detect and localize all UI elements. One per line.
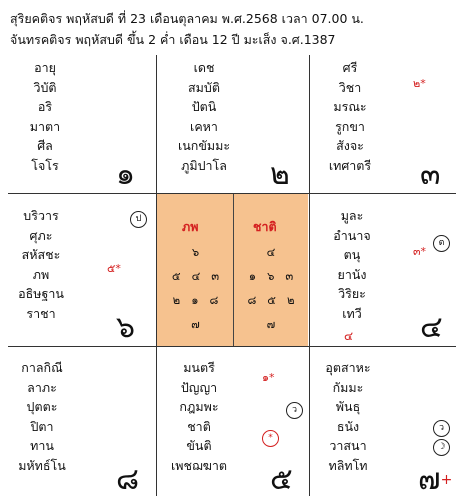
house-7-words: อุตสาหะ กัมมะ พันธุ ธนัง วาสนา ทลิทโท <box>325 360 371 473</box>
house-5-mark: ๑* <box>262 371 275 384</box>
house-2-number: ๒ <box>270 157 290 192</box>
house-8-words: กาลกิณี ลาภะ ปุตตะ ปิตา ทาน มหัทธ์โน <box>18 360 66 473</box>
chart-bottom: ๗ <box>266 317 276 331</box>
bhop-grid: ๖ ๕ ๔ ๓ ๒ ๑ ๘ ๗ <box>158 240 233 336</box>
bhop-title: ภพ <box>182 219 199 234</box>
house-7-number: ๗+ <box>418 462 453 497</box>
house-5-planet-icon: ว <box>286 402 303 419</box>
house-6-planet-icon: ป <box>130 211 147 228</box>
house-4-words: มูละ อำนาจ ตนุ ยานัง วิริยะ เทวี <box>333 208 371 321</box>
house-1-number: ๑ <box>116 157 136 192</box>
grid-line <box>309 55 310 496</box>
bhop-top: ๖ <box>191 245 200 259</box>
house-5-number: ๕ <box>270 462 293 497</box>
house-3-mark: ๒* <box>413 77 426 90</box>
house-3-number: ๓ <box>420 157 441 192</box>
bhop-bottom: ๗ <box>191 317 200 331</box>
house-3-words: ศรี วิชา มรณะ รูกขา สังจะ เทศาตรี <box>328 60 372 173</box>
house-4-number: ๔ <box>420 310 443 345</box>
solar-date-line: สุริยคติจร พฤหัสบดี ที่ 23 เดือนตุลาคม พ.ศ.2568 เวลา 07.00 น. <box>10 11 364 26</box>
house-6-number: ๖ <box>116 310 136 345</box>
house-1-words: อายุ วิบัติ อริ มาตา ศีล โจโร <box>29 60 61 173</box>
house-5-words: มนตรี ปัญญา กฎมพะ ชาติ ขันติ เพชฌฆาต <box>170 360 228 473</box>
house-7-suffix: + <box>440 472 453 488</box>
moon-icon: ☽ <box>433 439 450 456</box>
chart-top: ๔ <box>266 245 276 259</box>
house-5-red-circle-icon: * <box>262 430 279 447</box>
chart-grid: ๔ ๑ ๖ ๓ ๘ ๕ ๒ ๗ <box>234 240 308 336</box>
house-7-planet-icon: ว <box>433 420 450 437</box>
chart-title: ชาติ <box>253 219 277 234</box>
house-8-number: ๘ <box>116 462 140 497</box>
house-4-planet-icon: ต <box>433 235 450 252</box>
grid-line <box>8 346 456 347</box>
house-6-words: บริวาร ศุภะ สหัสชะ ภพ อธิษฐาน ราชา <box>18 208 64 321</box>
house-4-red-glyph: ๔ <box>344 329 354 343</box>
house-4-mark: ๓* <box>413 245 427 258</box>
lunar-date-line: จันทรคติจร พฤหัสบดี ขึ้น 2 ค่ำ เดือน 12 ปี มะเส็ง จ.ศ.1387 <box>10 32 336 47</box>
house-2-words: เดช สมบัติ ปัตนิ เคหา เนกขัมมะ ภูมิปาโล <box>177 60 231 173</box>
house-6-mark: ๕* <box>107 262 121 275</box>
